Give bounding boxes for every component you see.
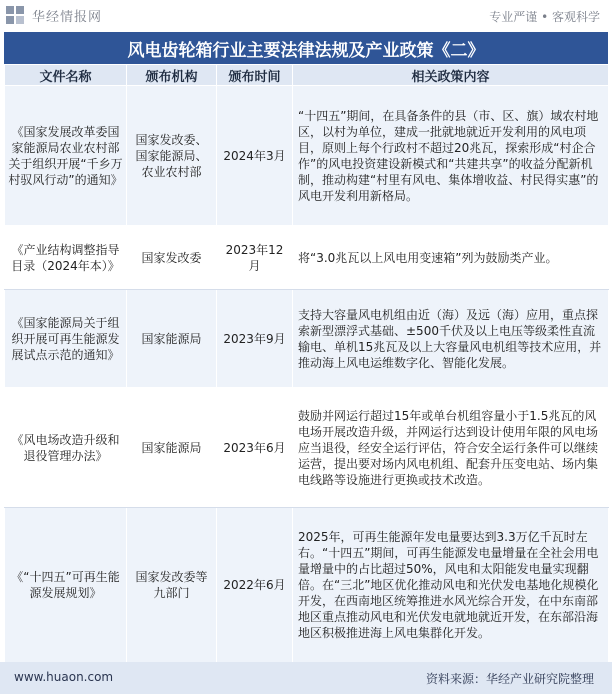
cell-date: 2022年6月 — [217, 508, 293, 663]
table-row — [5, 226, 609, 290]
brand-logo[interactable] — [6, 6, 102, 24]
cell-content: 将“3.0兆瓦以上风电用变速箱”列为鼓励类产业。 — [293, 226, 609, 290]
table-row — [5, 388, 609, 508]
cell-agency: 国家发改委、国家能源局、农业农村部 — [127, 86, 217, 226]
cell-agency: 国家发改委 — [127, 226, 217, 290]
cell-date: 2023年9月 — [217, 290, 293, 388]
table-header-row — [5, 65, 609, 86]
policy-table — [4, 64, 609, 663]
cell-name: 《产业结构调整指导目录（2024年本）》 — [5, 226, 127, 290]
table-row — [5, 508, 609, 663]
column-header-content: 相关政策内容 — [293, 65, 609, 86]
table-row — [5, 86, 609, 226]
cell-agency: 国家能源局 — [127, 290, 217, 388]
column-header-name: 文件名称 — [5, 65, 127, 86]
cell-date: 2023年6月 — [217, 388, 293, 508]
brand-name: 华经情报网 — [32, 9, 103, 25]
column-header-agency: 颁布机构 — [127, 65, 217, 86]
cell-content: “十四五”期间，在具备条件的县（市、区、旗）域农村地区，以村为单位，建成一批就地就近开发利用的风电项目，原则上每个行政村不超过20兆瓦，探索形成“村企合作”的风电投资建设新模式和“共建共享”的收益分配新机制，推动构建“村里有风电、集体增收益、村民得实惠”的风电开发利用新格局。 — [293, 86, 609, 226]
column-header-date: 颁布时间 — [217, 65, 293, 86]
cell-date: 2024年3月 — [217, 86, 293, 226]
cell-name: 《风电场改造升级和退役管理办法》 — [5, 388, 127, 508]
cell-agency: 国家能源局 — [127, 388, 217, 508]
cell-content: 支持大容量风电机组由近（海）及远（海）应用，重点探索新型漂浮式基础、±500千伏及以上电压等级柔性直流输电、单机15兆瓦及以上大容量风电机组等技术应用，并推动海上风电运维数字化、智能化发展。 — [293, 290, 609, 388]
footer — [0, 662, 612, 694]
data-source: 资料来源：华经产业研究院整理 — [425, 672, 594, 686]
logo-icon — [6, 6, 26, 24]
site-url[interactable]: www.huaon.com — [14, 670, 114, 684]
cell-name: 《国家发展改革委国家能源局农业农村部关于组织开展“千乡万村驭风行动”的通知》 — [5, 86, 127, 226]
table-row — [5, 290, 609, 388]
cell-date: 2023年12月 — [217, 226, 293, 290]
cell-name: 《国家能源局关于组织开展可再生能源发展试点示范的通知》 — [5, 290, 127, 388]
cell-content: 2025年，可再生能源年发电量要达到3.3万亿千瓦时左右。“十四五”期间，可再生能源发电量增量在全社会用电量增量中的占比超过50%，风电和太阳能发电量实现翻倍。在“三北”地区优化推动风电和光伏发电基地化规模化开发，在西南地区统筹推进水风光综合开发，在中东南部地区重点推动风电和光伏发电就地就近开发，在东部沿海地区积极推进海上风电集群化开发。 — [293, 508, 609, 663]
page-title: 风电齿轮箱行业主要法律法规及产业政策《二》 — [4, 32, 608, 64]
cell-content: 鼓励并网运行超过15年或单台机组容量小于1.5兆瓦的风电场开展改造升级，并网运行达到设计使用年限的风电场应当退役，经安全运行评估，符合安全运行条件可以继续运营，提出要对场内风电机组、配套升压变电站、场内集电线路等设施进行更换或技术改造。 — [293, 388, 609, 508]
cell-agency: 国家发改委等九部门 — [127, 508, 217, 663]
tagline: 专业严谨 • 客观科学 — [489, 10, 600, 24]
top-bar — [0, 0, 612, 30]
cell-name: 《“十四五”可再生能源发展规划》 — [5, 508, 127, 663]
